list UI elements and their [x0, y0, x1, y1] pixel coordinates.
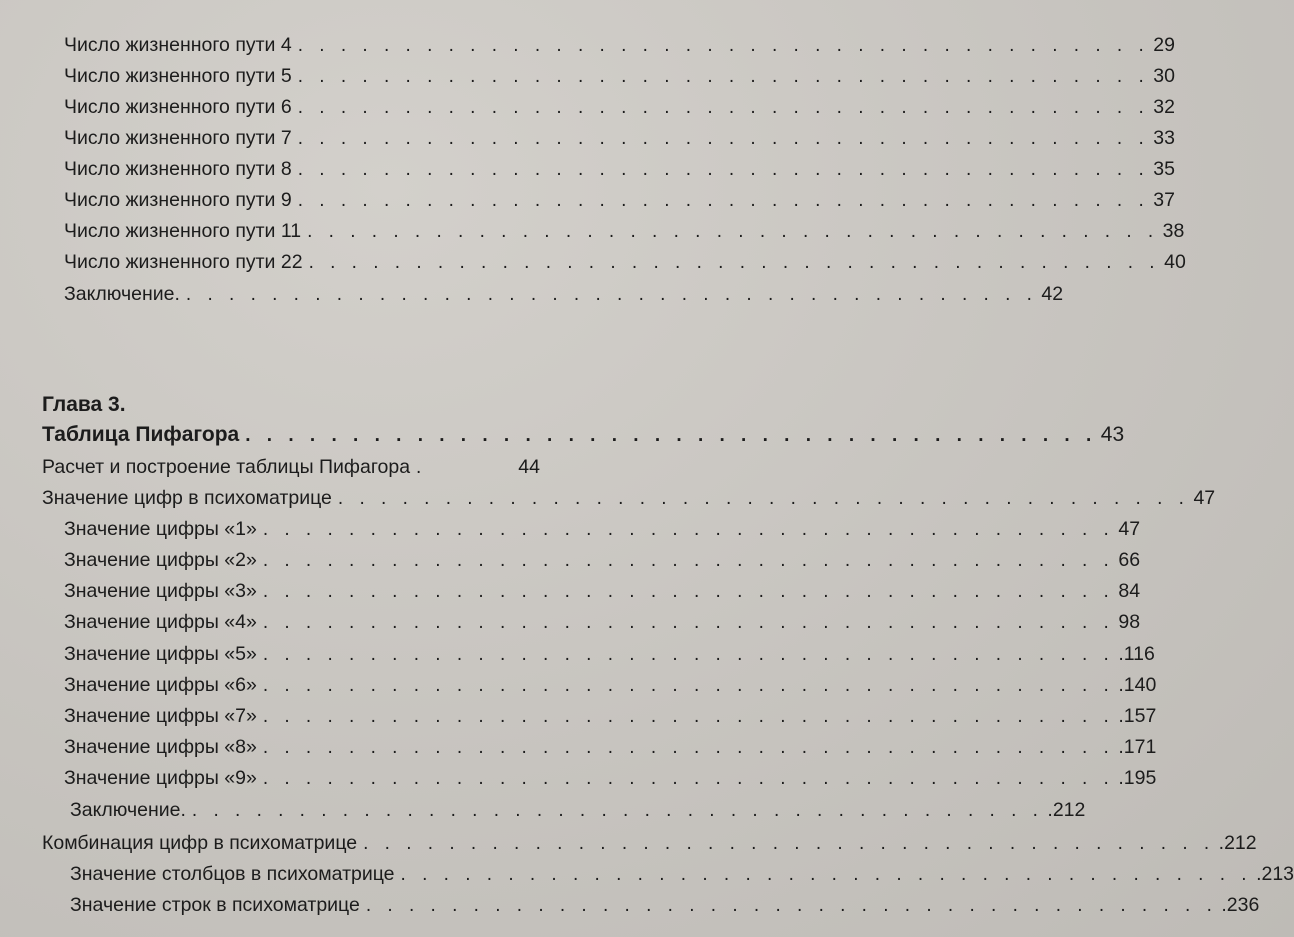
toc-leader-dots: . . . . . . . . . . . . . . . . . . . . . . . . . . . . . . . . . . . . . . . .	[262, 675, 1115, 696]
toc-entry	[64, 94, 1175, 120]
toc-entry-page: .236	[1221, 894, 1260, 916]
toc-entry-title: Значение цифры «2»	[64, 549, 257, 571]
toc-entry-title: Число жизненного пути 22	[64, 251, 303, 273]
toc-entry-page: 47	[1193, 487, 1216, 509]
toc-leader-dots: . . . . . . . . . . . . . . . . . . . . . . . . . . . . . . . . . . . . . . . .	[262, 706, 1115, 727]
toc-leader-dots: . . . . . . . . . . . . . . . . . . . . . . . . . . . . . . . . . . . . . . . .	[262, 644, 1115, 665]
toc-leader-dots: . . . . . . . . . . . . . . . . . . . . . . . . . . . . . . . . . . . . . . . .	[262, 581, 1115, 602]
toc-leader-dots: . . . . . . . . . . . . . . . . . . . . . . . . . . . . . . . . . . . . . . . .	[297, 35, 1150, 56]
toc-leader-dots: . . . . . . . . . . . . . . . . . . . . . . . . . . . . . . . . . . . . . . . .	[262, 519, 1115, 540]
toc-leader-dots: . . . . . . . . . . . . . . . . . . . . . . . . . . . . . . . . . . . . . . . .	[297, 190, 1150, 211]
toc-leader-dots: . . . . . . . . . . . . . . . . . . . . . . . . . . . . . . . . . . . . . . . .	[297, 66, 1150, 87]
toc-entry-title: Число жизненного пути 9	[64, 189, 292, 211]
toc-entry-title: Значение строк в психоматрице	[70, 894, 360, 916]
chapter-title-entry	[42, 422, 1125, 448]
toc-entry-title: Число жизненного пути 8	[64, 158, 292, 180]
toc-entry	[64, 765, 1157, 791]
chapter-title: Таблица Пифагора	[42, 423, 240, 446]
toc-entry	[64, 703, 1157, 729]
toc-entry-page: .195	[1118, 767, 1157, 789]
toc-leader-dots: . . . . . . . . . . . . . . . . . . . . . . . . . . . . . . . . . . . . . . . .	[262, 768, 1115, 789]
toc-entry-page: 47	[1118, 518, 1141, 540]
toc-entry-title: Число жизненного пути 11	[64, 220, 302, 242]
toc-entry	[64, 156, 1175, 182]
toc-entry-page: 32	[1153, 96, 1175, 118]
toc-entry-page: 33	[1153, 127, 1175, 149]
toc-leader-dots: . . . . . . . . . . . . . . . . . . . . . . . . . . . . . . . . . . . . . . . .	[297, 97, 1150, 118]
toc-leader-dots: . . . . . . . . . . . . . . . . . . . . . . . . . . . . . . . . . . . . . . . .	[297, 159, 1150, 180]
toc-entry	[42, 454, 540, 480]
toc-leader-dots: . . . . . . . . . . . . . . . . . . . . . . . . . . . . . . . . . . . . . . . .	[245, 425, 1097, 446]
toc-entry-page: 37	[1153, 189, 1175, 211]
toc-entry	[64, 641, 1155, 667]
toc-entry	[64, 672, 1157, 698]
toc-entry	[70, 892, 1260, 918]
toc-entry-title: Значение столбцов в психоматрице	[70, 863, 395, 885]
toc-entry-page: .212	[1047, 799, 1086, 821]
toc-entry	[64, 32, 1175, 58]
toc-entry	[64, 249, 1186, 275]
toc-leader-dots: . . . . . . . . . . . . . . . . . . . . . . . . . . . . . . . . . . . . . . . .	[262, 737, 1115, 758]
toc-entry-title: Число жизненного пути 4	[64, 34, 292, 56]
toc-entry-page: 44	[518, 456, 540, 478]
toc-entry	[64, 281, 1064, 307]
toc-entry-title: Значение цифр в психоматрице	[42, 487, 332, 509]
toc-entry-title: Заключение.	[64, 283, 180, 305]
toc-entry	[42, 830, 1257, 856]
toc-entry-page: 98	[1118, 611, 1141, 633]
toc-leader-dots: . . . . . . . . . . . . . . . . . . . . . . . . . . . . . . . . . . . . . . . .	[400, 864, 1253, 885]
toc-entry-title: Число жизненного пути 6	[64, 96, 292, 118]
toc-entry	[42, 485, 1216, 511]
toc-entry-title: Значение цифры «9»	[64, 767, 257, 789]
toc-entry	[64, 218, 1185, 244]
toc-entry-title: Значение цифры «4»	[64, 611, 257, 633]
toc-entry-page: .116	[1118, 643, 1155, 665]
toc-entry-title: Значение цифры «7»	[64, 705, 257, 727]
toc-entry-page: 38	[1162, 220, 1185, 242]
toc-entry-page: 84	[1118, 580, 1141, 602]
toc-entry	[64, 609, 1141, 635]
toc-leader-dots: . . . . . . . . . . . . . . . . . . . . . . . . . . . . . . . . . . . . . . . .	[308, 252, 1161, 273]
toc-leader-dots: . . . . . . . . . . . . . . . . . . . . . . . . . . . . . . . . . . . . . . . .	[365, 895, 1218, 916]
toc-entry	[64, 187, 1175, 213]
toc-entry-page: 66	[1118, 549, 1141, 571]
toc-leader-dots: . . . . . . . . . . . . . . . . . . . . . . . . . . . . . . . . . . . . . . . .	[307, 221, 1159, 242]
toc-entry-page: .157	[1118, 705, 1157, 727]
toc-entry	[64, 734, 1157, 760]
toc-entry	[70, 797, 1086, 823]
chapter-page: 43	[1100, 423, 1125, 446]
toc-entry	[64, 125, 1175, 151]
toc-entry-title: Число жизненного пути 5	[64, 65, 292, 87]
chapter-label: Глава 3.	[42, 393, 126, 416]
toc-entry-page: .212	[1218, 832, 1257, 854]
toc-leader-dots: . . . . . . . . . . . . . . . . . . . . . . . . . . . . . . . . . . . . . . . .	[297, 128, 1150, 149]
toc-entry-title: Значение цифры «1»	[64, 518, 257, 540]
toc-entry	[64, 63, 1175, 89]
toc-entry-page: .213	[1256, 863, 1294, 885]
toc-entry	[64, 547, 1141, 573]
toc-entry-title: Значение цифры «5»	[64, 643, 257, 665]
toc-entry	[70, 861, 1294, 887]
toc-leader-dots: . . . . . . . . . . . . . . . . . . . . . . . . . . . . . . . . . . . . . . . .	[363, 833, 1215, 854]
toc-entry	[64, 578, 1141, 604]
toc-entry-page: 40	[1164, 251, 1186, 273]
toc-entry	[64, 516, 1141, 542]
toc-leader-dots: . . . . . . . . . . . . . . . . . . . . . . . . . . . . . . . . . . . . . . . .	[191, 800, 1044, 821]
toc-entry-page: 35	[1153, 158, 1175, 180]
toc-entry-title: Значение цифры «6»	[64, 674, 257, 696]
toc-leader-dots: . . . . . . . . . . . . . . . . . . . . . . . . . . . . . . . . . . . . . . . .	[262, 612, 1115, 633]
toc-leader-dots: . . . . . . . . . . . . . . . . . . . . . . . . . . . . . . . . . . . . . . . .	[337, 488, 1190, 509]
toc-leader-dots: .	[416, 457, 427, 478]
toc-entry-title: Значение цифры «3»	[64, 580, 257, 602]
toc-entry-page: .140	[1118, 674, 1157, 696]
toc-leader-dots: . . . . . . . . . . . . . . . . . . . . . . . . . . . . . . . . . . . . . . . .	[262, 550, 1115, 571]
toc-entry-title: Заключение.	[70, 799, 186, 821]
toc-entry-title: Комбинация цифр в психоматрице	[42, 832, 358, 854]
toc-entry-title: Значение цифры «8»	[64, 736, 257, 758]
toc-entry-page: 30	[1153, 65, 1175, 87]
toc-entry-title: Расчет и построение таблицы Пифагора	[42, 456, 411, 478]
toc-entry-page: 29	[1153, 34, 1175, 56]
toc-entry-page: .171	[1118, 736, 1157, 758]
toc-entry-title: Число жизненного пути 7	[64, 127, 292, 149]
toc-entry-page: 42	[1041, 283, 1064, 305]
toc-leader-dots: . . . . . . . . . . . . . . . . . . . . . . . . . . . . . . . . . . . . . . . .	[185, 284, 1038, 305]
